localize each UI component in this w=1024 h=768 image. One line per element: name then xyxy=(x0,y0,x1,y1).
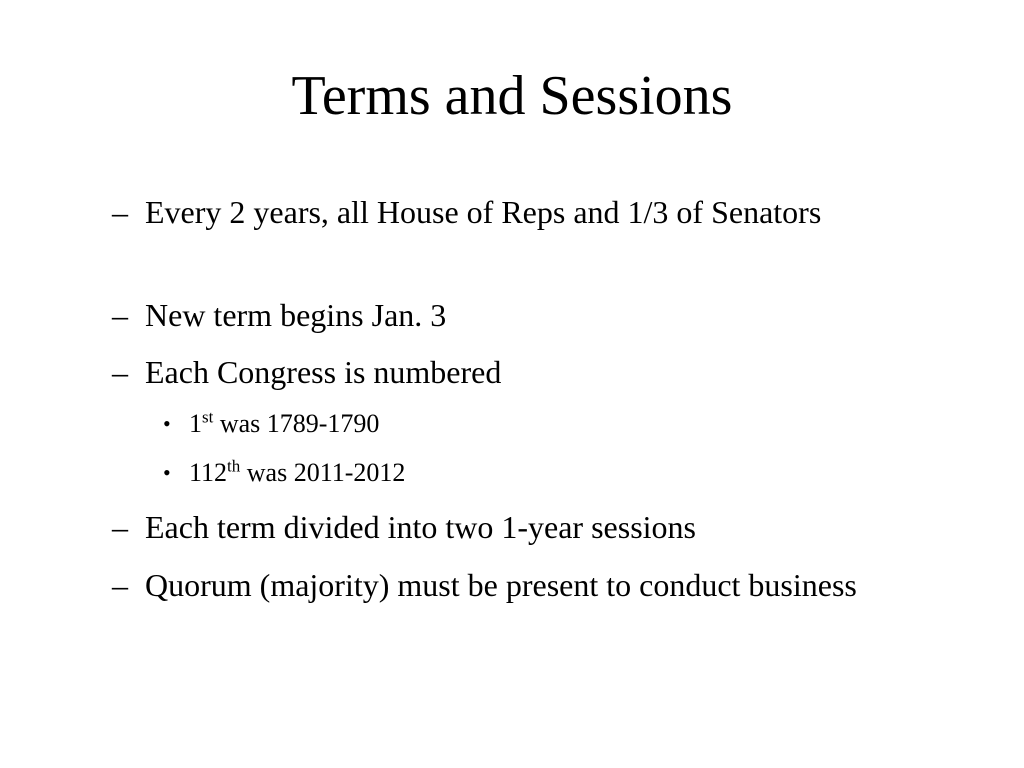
list-item xyxy=(112,189,902,235)
dash-bullet: – xyxy=(112,509,128,545)
list-item xyxy=(112,562,902,608)
ordinal-number: 112 xyxy=(189,458,228,487)
list-item-text: Each term divided into two 1-year sessions xyxy=(145,509,696,545)
ordinal-suffix: th xyxy=(227,456,241,476)
ordinal-number: 1 xyxy=(189,409,202,438)
sub-list-item xyxy=(163,455,663,491)
sub-list-item xyxy=(163,406,663,442)
dot-bullet: • xyxy=(163,460,171,485)
year-range-text: was 2011-2012 xyxy=(240,458,406,487)
list-item xyxy=(112,504,902,550)
sub-list-item-text xyxy=(189,406,663,442)
year-range-text: was 1789-1790 xyxy=(213,409,380,438)
ordinal-suffix: st xyxy=(202,407,214,427)
dot-bullet: • xyxy=(163,411,171,436)
list-item-text: Every 2 years, all House of Reps and 1/3 of Senators xyxy=(145,194,822,230)
dash-bullet: – xyxy=(112,297,128,333)
list-item-text: New term begins Jan. 3 xyxy=(145,297,447,333)
sub-list-item-text xyxy=(189,455,663,491)
dash-bullet: – xyxy=(112,567,128,603)
list-item xyxy=(112,292,902,338)
list-item-text: Each Congress is numbered xyxy=(145,354,502,390)
dash-bullet: – xyxy=(112,354,128,390)
slide-title: Terms and Sessions xyxy=(291,65,733,127)
list-item-text: Quorum (majority) must be present to conduct business xyxy=(145,567,857,603)
list-item xyxy=(112,349,902,395)
dash-bullet: – xyxy=(112,194,128,230)
